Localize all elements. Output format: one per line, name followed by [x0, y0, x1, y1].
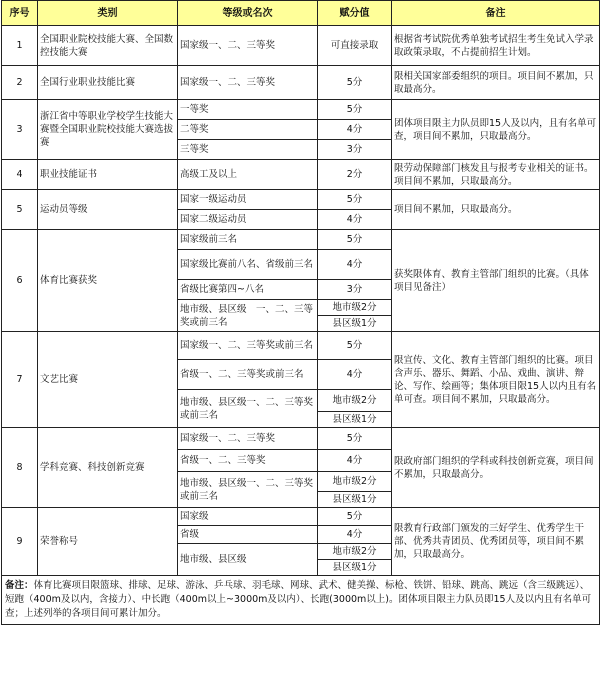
- note-label: 备注：: [5, 580, 34, 591]
- row-remark: 获奖限体育、教育主管部门组织的比赛。（具体项目见备注）: [392, 230, 600, 332]
- row-category: 职业技能证书: [38, 160, 178, 190]
- row-score: 3分: [318, 280, 392, 300]
- row-remark: 团体项目限主力队员即15人及以内，且有名单可查，项目间不累加，只取最高分。: [392, 100, 600, 160]
- row-category: 全国行业职业技能比赛: [38, 66, 178, 100]
- row-level: 国家级前三名: [178, 230, 318, 250]
- row-level: 一等奖: [178, 100, 318, 120]
- row-level: 二等奖: [178, 120, 318, 140]
- row-score-city: 地市级2分: [318, 472, 392, 492]
- row-level: 国家二级运动员: [178, 210, 318, 230]
- header-row: [2, 1, 600, 26]
- row-level: 省级一、二、三等奖: [178, 450, 318, 472]
- row-score: 5分: [318, 428, 392, 450]
- row-category: 全国职业院校技能大赛、全国数控技能大赛: [38, 26, 178, 66]
- row-remark: 限宣传、文化、教育主管部门组织的比赛。项目含声乐、器乐、舞蹈、小品、戏曲、演讲、辩论、写作、绘画等；集体项目限15人以内且有名单可查。项目间不累加，只取最高分。: [392, 332, 600, 428]
- row-no: 7: [2, 332, 38, 428]
- row-score: 5分: [318, 230, 392, 250]
- table-row: [2, 26, 600, 66]
- row-level: 国家级一、二、三等奖: [178, 66, 318, 100]
- row-score: 4分: [318, 210, 392, 230]
- row-category: 荣誉称号: [38, 508, 178, 576]
- header-category: 类别: [38, 1, 178, 26]
- row-no: 5: [2, 190, 38, 230]
- row-remark: 限相关国家部委组织的项目。项目间不累加，只取最高分。: [392, 66, 600, 100]
- row-score-city: 地市级2分: [318, 390, 392, 412]
- row-level: 省级: [178, 526, 318, 544]
- row-remark: 根据省考试院优秀单独考试招生考生免试入学录取政策录取，不占提前招生计划。: [392, 26, 600, 66]
- row-score-city: 地市级2分: [318, 544, 392, 560]
- row-no: 9: [2, 508, 38, 576]
- row-level: 国家级: [178, 508, 318, 526]
- header-no: 序号: [2, 1, 38, 26]
- table-row: [2, 160, 600, 190]
- row-score: 5分: [318, 100, 392, 120]
- row-score: 5分: [318, 66, 392, 100]
- scoring-table: [1, 0, 600, 625]
- row-category: 文艺比赛: [38, 332, 178, 428]
- row-score-city: 地市级2分: [318, 300, 392, 316]
- row-score-county: 县区级1分: [318, 560, 392, 576]
- note-text: 体育比赛项目限篮球、排球、足球、游泳、乒乓球、羽毛球、网球、武术、健美操、标枪、铁饼、铅球、跳高、跳远（含三级跳远）、短跑（400m及以内，含接力）、中长跑（400m以上~3000m及以内）、长跑(3000m以上)。团体项目限主力队员即15人及以内且有名单可查；上述列举的各项目间可累计加分。: [5, 580, 592, 619]
- row-level: 国家级一、二、三等奖: [178, 26, 318, 66]
- row-no: 4: [2, 160, 38, 190]
- row-score: 4分: [318, 526, 392, 544]
- header-score: 赋分值: [318, 1, 392, 26]
- row-level: 高级工及以上: [178, 160, 318, 190]
- row-score-county: 县区级1分: [318, 316, 392, 332]
- row-category: 体育比赛获奖: [38, 230, 178, 332]
- note-row: [2, 576, 600, 625]
- row-level: 省级一、二、三等奖或前三名: [178, 360, 318, 390]
- row-remark: 项目间不累加，只取最高分。: [392, 190, 600, 230]
- row-no: 8: [2, 428, 38, 508]
- table-row: [2, 230, 600, 250]
- table-row: [2, 428, 600, 450]
- row-score-county: 县区级1分: [318, 492, 392, 508]
- row-level: 三等奖: [178, 140, 318, 160]
- row-remark: 限教育行政部门颁发的三好学生、优秀学生干部、优秀共青团员、优秀团员等，项目间不累加，只取最高分。: [392, 508, 600, 576]
- row-no: 1: [2, 26, 38, 66]
- table-row: [2, 332, 600, 360]
- row-score: 4分: [318, 450, 392, 472]
- row-score: 2分: [318, 160, 392, 190]
- header-level: 等级或名次: [178, 1, 318, 26]
- row-remark: 限政府部门组织的学科或科技创新竞赛，项目间不累加，只取最高分。: [392, 428, 600, 508]
- row-score: 5分: [318, 332, 392, 360]
- row-score-county: 县区级1分: [318, 412, 392, 428]
- row-score: 可直接录取: [318, 26, 392, 66]
- table-row: [2, 190, 600, 210]
- row-no: 2: [2, 66, 38, 100]
- row-remark: 限劳动保障部门核发且与报考专业相关的证书。项目间不累加，只取最高分。: [392, 160, 600, 190]
- row-level: 国家级一、二、三等奖或前三名: [178, 332, 318, 360]
- row-score: 5分: [318, 508, 392, 526]
- row-score: 4分: [318, 360, 392, 390]
- row-level: 地市级、县区级: [178, 544, 318, 576]
- row-category: 浙江省中等职业学校学生技能大赛暨全国职业院校技能大赛选拔赛: [38, 100, 178, 160]
- table-row: [2, 66, 600, 100]
- header-remark: 备注: [392, 1, 600, 26]
- row-category: 运动员等级: [38, 190, 178, 230]
- row-score: 4分: [318, 250, 392, 280]
- row-level: 地市级、县区级 一、二、三等奖或前三名: [178, 300, 318, 332]
- row-no: 6: [2, 230, 38, 332]
- note-cell: [2, 576, 600, 625]
- row-level: 国家级比赛前八名、省级前三名: [178, 250, 318, 280]
- row-score: 3分: [318, 140, 392, 160]
- row-no: 3: [2, 100, 38, 160]
- row-level: 国家一级运动员: [178, 190, 318, 210]
- row-score: 5分: [318, 190, 392, 210]
- row-category: 学科竞赛、科技创新竞赛: [38, 428, 178, 508]
- table-row: [2, 508, 600, 526]
- table-row: [2, 100, 600, 120]
- row-score: 4分: [318, 120, 392, 140]
- row-level: 省级比赛第四~八名: [178, 280, 318, 300]
- row-level: 国家级一、二、三等奖: [178, 428, 318, 450]
- row-level: 地市级、县区级一、二、三等奖或前三名: [178, 472, 318, 508]
- row-level: 地市级、县区级一、二、三等奖或前三名: [178, 390, 318, 428]
